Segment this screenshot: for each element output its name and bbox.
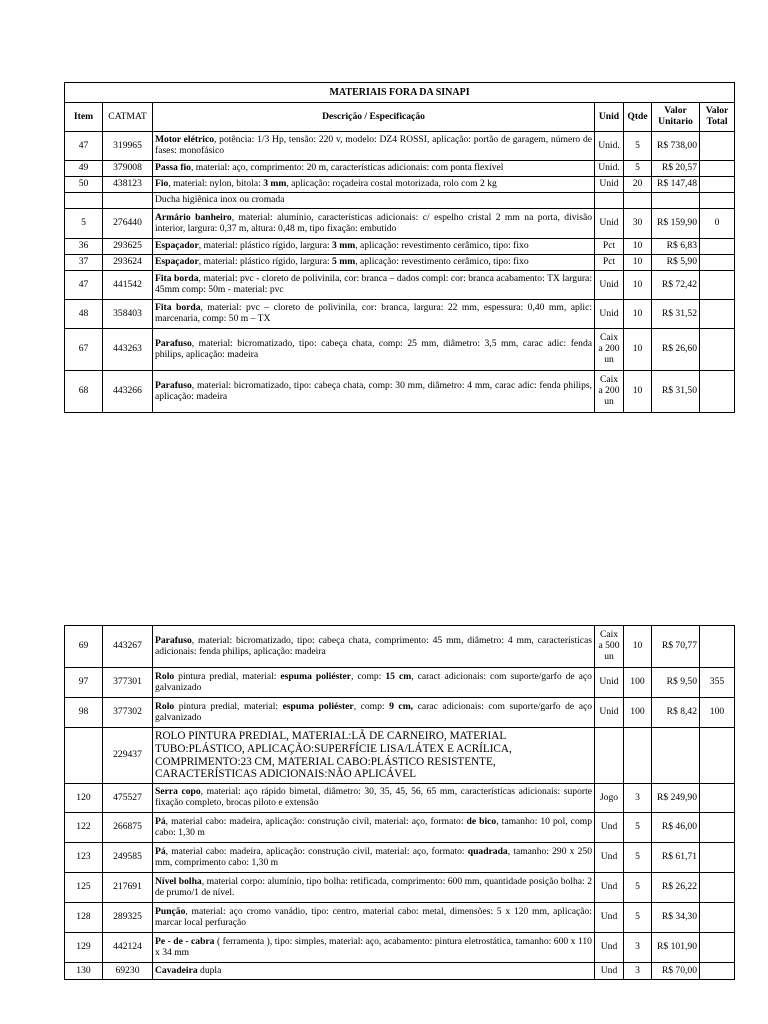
materials-table-page-1 bbox=[64, 82, 735, 413]
header-qtde: Qtde bbox=[624, 103, 652, 132]
item-spec: carac adicionais: com suporte/garfo de aço galvanizado bbox=[155, 700, 593, 723]
cell-valor-unitario: R$ 5,90 bbox=[652, 255, 700, 271]
cell-item: 69 bbox=[65, 626, 103, 668]
cell-valor-unitario: R$ 26,60 bbox=[652, 329, 700, 371]
cell-item: 129 bbox=[65, 933, 103, 963]
cell-valor-unitario: R$ 9,50 bbox=[652, 668, 700, 698]
cell-description bbox=[153, 271, 595, 300]
item-spec-bold: 5 mm bbox=[332, 256, 356, 268]
item-spec-bold: 3 mm bbox=[332, 240, 356, 252]
item-spec-bold: quadrada bbox=[467, 845, 508, 857]
cell-unid: Und bbox=[595, 963, 624, 980]
cell-valor-unitario: R$ 70,00 bbox=[652, 963, 700, 980]
item-spec: , material: pvc - cloreto de polivinila, cor: branca – dados compl: cor: branca acabamento: TX largura: 45mm comp: 50m - material: pvc bbox=[155, 273, 592, 295]
item-name: Parafuso bbox=[155, 337, 192, 349]
cell-description bbox=[153, 843, 595, 873]
cell-unid: Und bbox=[595, 933, 624, 963]
cell-item: 98 bbox=[65, 698, 103, 728]
cell-catmat: 266875 bbox=[103, 813, 153, 843]
table-row bbox=[65, 177, 735, 193]
item-spec: , aplicação: revestimento cerâmico, tipo: fixo bbox=[355, 256, 529, 268]
cell-catmat: 217691 bbox=[103, 873, 153, 903]
item-name: Fio bbox=[155, 178, 169, 190]
cell-item: 122 bbox=[65, 813, 103, 843]
cell-catmat bbox=[103, 193, 153, 209]
cell-unid: Unid bbox=[595, 177, 624, 193]
cell-unid: Unid bbox=[595, 271, 624, 300]
item-name: Pá bbox=[155, 845, 166, 857]
item-spec: , material: aço rápido bimetal, diâmetro: 30, 35, 45, 56, 65 mm, características adicionais: suporte fixação completo, brocas piloto e extensão bbox=[155, 786, 592, 808]
item-spec: , material cabo: madeira, aplicação: construção civil, material: aço, formato: bbox=[165, 845, 468, 857]
item-name: Pá bbox=[155, 815, 166, 827]
item-spec: , comp: bbox=[351, 670, 386, 682]
cell-qtde: 10 bbox=[624, 271, 652, 300]
cell-qtde: 10 bbox=[624, 255, 652, 271]
cell-valor-unitario: R$ 31,52 bbox=[652, 300, 700, 329]
table-row bbox=[65, 329, 735, 371]
table-row bbox=[65, 698, 735, 728]
item-spec-bold: espuma poliéster bbox=[280, 670, 352, 682]
item-spec-bold: de bico bbox=[466, 815, 497, 827]
table-row bbox=[65, 255, 735, 271]
cell-item: 125 bbox=[65, 873, 103, 903]
cell-item: 120 bbox=[65, 784, 103, 813]
item-spec-bold: espuma poliéster bbox=[282, 700, 354, 712]
cell-description bbox=[153, 963, 595, 980]
cell-qtde: 3 bbox=[624, 933, 652, 963]
cell-valor-total: 0 bbox=[700, 209, 735, 239]
item-spec-bold: 9 cm, bbox=[389, 700, 414, 712]
cell-qtde: 5 bbox=[624, 873, 652, 903]
table-row bbox=[65, 784, 735, 813]
cell-unid: Und bbox=[595, 843, 624, 873]
cell-unid: Unid bbox=[595, 209, 624, 239]
item-name: Fita borda bbox=[155, 273, 199, 285]
cell-unid: Unid bbox=[595, 668, 624, 698]
cell-valor-unitario: R$ 20,57 bbox=[652, 161, 700, 177]
item-spec: , material: alumínio, características adicionais: c/ espelho cristal 2 mm na porta, divisão interior, largura: 0,37 m, altura: 0,48 m, tipo fixação: embutido bbox=[155, 211, 593, 234]
item-name: Nível bolha bbox=[155, 875, 202, 887]
cell-valor-unitario: R$ 6,83 bbox=[652, 239, 700, 255]
cell-unid: Jogo bbox=[595, 784, 624, 813]
header-description: Descrição / Especificação bbox=[153, 103, 595, 132]
cell-qtde: 3 bbox=[624, 963, 652, 980]
materials-table-page-2 bbox=[64, 625, 735, 980]
item-name: Punção bbox=[155, 905, 186, 917]
cell-catmat: 293625 bbox=[103, 239, 153, 255]
item-spec: , material: aço cromo vanádio, tipo: centro, material cabo: metal, dimensões: 5 x 120 mm, aplicação: marcar local perfuração bbox=[155, 905, 592, 928]
header-valor-unitario: Valor Unitario bbox=[652, 103, 700, 132]
item-spec: , material: bicromatizado, tipo: cabeça chata, comp: 25 mm, diâmetro: 3,5 mm, carac adic: fenda philips, aplicação: madeira bbox=[155, 337, 592, 360]
cell-valor-total bbox=[700, 329, 735, 371]
cell-qtde: 100 bbox=[624, 668, 652, 698]
cell-catmat: 379008 bbox=[103, 161, 153, 177]
cell-valor-unitario: R$ 8,42 bbox=[652, 698, 700, 728]
cell-catmat: 293624 bbox=[103, 255, 153, 271]
cell-qtde: 5 bbox=[624, 843, 652, 873]
cell-catmat: 441542 bbox=[103, 271, 153, 300]
cell-item bbox=[65, 728, 103, 784]
cell-item: 97 bbox=[65, 668, 103, 698]
cell-item: 5 bbox=[65, 209, 103, 239]
item-spec: , material: plástico rígido, largura: bbox=[198, 240, 333, 252]
cell-catmat: 438123 bbox=[103, 177, 153, 193]
cell-unid: Und bbox=[595, 873, 624, 903]
item-name: Parafuso bbox=[155, 379, 192, 391]
cell-valor-total bbox=[700, 239, 735, 255]
table-title: MATERIAIS FORA DA SINAPI bbox=[65, 83, 735, 103]
cell-item: 130 bbox=[65, 963, 103, 980]
cell-qtde bbox=[624, 728, 652, 784]
cell-valor-unitario: R$ 72,42 bbox=[652, 271, 700, 300]
item-name: Rolo bbox=[155, 700, 175, 712]
cell-unid: Unid bbox=[595, 300, 624, 329]
cell-valor-unitario: R$ 70,77 bbox=[652, 626, 700, 668]
cell-description bbox=[153, 813, 595, 843]
cell-qtde: 10 bbox=[624, 329, 652, 371]
cell-valor-total bbox=[700, 255, 735, 271]
cell-valor-unitario: R$ 34,30 bbox=[652, 903, 700, 933]
cell-unid: Caix a 200 un bbox=[595, 371, 624, 413]
cell-catmat: 69230 bbox=[103, 963, 153, 980]
cell-catmat: 442124 bbox=[103, 933, 153, 963]
cell-description bbox=[153, 626, 595, 668]
cell-valor-unitario: R$ 249,90 bbox=[652, 784, 700, 813]
cell-qtde: 20 bbox=[624, 177, 652, 193]
header-catmat: CATMAT bbox=[103, 103, 153, 132]
cell-valor-total bbox=[700, 784, 735, 813]
cell-valor-total bbox=[700, 271, 735, 300]
cell-description bbox=[153, 933, 595, 963]
cell-valor-unitario: R$ 101,90 bbox=[652, 933, 700, 963]
table-row bbox=[65, 193, 735, 209]
item-name: Passa fio bbox=[155, 162, 191, 174]
item-spec: , material cabo: madeira, aplicação: construção civil, material: aço, formato: bbox=[165, 815, 467, 827]
item-spec: , material: bicromatizado, tipo: cabeça chata, comp: 30 mm, diâmetro: 4 mm, carac adic: fenda philips, aplicação: madeira bbox=[155, 379, 592, 402]
item-spec: dupla bbox=[197, 964, 222, 976]
cell-valor-unitario bbox=[652, 728, 700, 784]
cell-qtde: 5 bbox=[624, 813, 652, 843]
item-spec: , tamanho: 290 x 250 mm, comprimento cabo: 1,30 m bbox=[155, 845, 592, 868]
cell-description bbox=[153, 371, 595, 413]
header-unid: Unid bbox=[595, 103, 624, 132]
cell-description bbox=[153, 239, 595, 255]
item-spec: pintura predial, material: bbox=[174, 700, 283, 712]
cell-description bbox=[153, 161, 595, 177]
item-spec: , potência: 1/3 Hp, tensão: 220 v, modelo: DZ4 ROSSI, aplicação: portão de garagem, número de fases: monofásico bbox=[155, 134, 593, 156]
cell-valor-total bbox=[700, 963, 735, 980]
item-name: Fita borda bbox=[155, 302, 201, 314]
cell-valor-total bbox=[700, 903, 735, 933]
cell-valor-unitario: R$ 26,22 bbox=[652, 873, 700, 903]
item-name: Espaçador bbox=[155, 240, 199, 252]
cell-item: 37 bbox=[65, 255, 103, 271]
item-spec: , comp: bbox=[353, 700, 390, 712]
cell-unid: Unid. bbox=[595, 132, 624, 161]
table-row bbox=[65, 963, 735, 980]
cell-qtde: 5 bbox=[624, 132, 652, 161]
item-spec: , material: aço, comprimento: 20 m, características adicionais: com ponta flexível bbox=[190, 162, 504, 174]
table-row bbox=[65, 933, 735, 963]
cell-catmat: 443263 bbox=[103, 329, 153, 371]
cell-qtde: 5 bbox=[624, 903, 652, 933]
cell-qtde: 10 bbox=[624, 239, 652, 255]
cell-valor-total bbox=[700, 626, 735, 668]
item-name: Pe - de - cabra bbox=[155, 935, 215, 947]
cell-unid bbox=[595, 193, 624, 209]
cell-valor-total bbox=[700, 728, 735, 784]
cell-qtde bbox=[624, 193, 652, 209]
cell-catmat: 443266 bbox=[103, 371, 153, 413]
cell-unid: Pct bbox=[595, 255, 624, 271]
table-row bbox=[65, 271, 735, 300]
cell-valor-unitario: R$ 46,00 bbox=[652, 813, 700, 843]
cell-item: 49 bbox=[65, 161, 103, 177]
item-spec-bold: 3 mm bbox=[263, 178, 287, 190]
cell-catmat: 276440 bbox=[103, 209, 153, 239]
cell-valor-unitario: R$ 61,71 bbox=[652, 843, 700, 873]
table-row bbox=[65, 132, 735, 161]
item-name: Armário banheiro bbox=[155, 211, 232, 223]
cell-item: 68 bbox=[65, 371, 103, 413]
cell-description bbox=[153, 209, 595, 239]
item-name: Parafuso bbox=[155, 634, 192, 646]
cell-catmat: 289325 bbox=[103, 903, 153, 933]
cell-description: ROLO PINTURA PREDIAL, MATERIAL:LÃ DE CARNEIRO, MATERIAL TUBO:PLÁSTICO, APLICAÇÃO:SUPERFÍCIE LISA/LÁTEX E ACRÍLICA, COMPRIMENTO:23 CM, MATERIAL CABO:PLÁSTICO RESISTENTE, CARACTERÍSTICAS ADICIONAIS:NÃO APLICÁVEL bbox=[153, 728, 595, 784]
cell-qtde: 3 bbox=[624, 784, 652, 813]
cell-description bbox=[153, 300, 595, 329]
item-spec: , caract adicionais: com suporte/garfo de aço galvanizado bbox=[155, 670, 592, 693]
cell-valor-total bbox=[700, 843, 735, 873]
cell-catmat: 377302 bbox=[103, 698, 153, 728]
cell-valor-unitario: R$ 31,50 bbox=[652, 371, 700, 413]
cell-item: 123 bbox=[65, 843, 103, 873]
cell-valor-total bbox=[700, 193, 735, 209]
table-row bbox=[65, 668, 735, 698]
table-row bbox=[65, 300, 735, 329]
cell-description bbox=[153, 903, 595, 933]
cell-description bbox=[153, 132, 595, 161]
cell-qtde: 10 bbox=[624, 300, 652, 329]
item-spec: , material: plástico rígido, largura: bbox=[198, 256, 333, 268]
table-row bbox=[65, 239, 735, 255]
item-spec: , aplicação: roçadeira costal motorizada, rolo com 2 kg bbox=[286, 178, 497, 190]
cell-unid: Und bbox=[595, 903, 624, 933]
item-name: Espaçador bbox=[155, 256, 199, 268]
table-row bbox=[65, 843, 735, 873]
cell-valor-unitario: R$ 159,90 bbox=[652, 209, 700, 239]
table-row bbox=[65, 371, 735, 413]
cell-unid: Unid bbox=[595, 698, 624, 728]
cell-unid: Unid. bbox=[595, 161, 624, 177]
cell-item: 47 bbox=[65, 132, 103, 161]
item-name: Cavadeira bbox=[155, 964, 198, 976]
item-spec: ( ferramenta ), tipo: simples, material: aço, acabamento: pintura eletrostática, tamanho: 600 x 110 x 34 mm bbox=[155, 935, 592, 958]
cell-valor-unitario bbox=[652, 193, 700, 209]
cell-item: 48 bbox=[65, 300, 103, 329]
table-row bbox=[65, 728, 735, 784]
cell-catmat: 475527 bbox=[103, 784, 153, 813]
table-row bbox=[65, 161, 735, 177]
cell-item: 50 bbox=[65, 177, 103, 193]
table-row bbox=[65, 903, 735, 933]
cell-qtde: 10 bbox=[624, 626, 652, 668]
cell-description bbox=[153, 255, 595, 271]
cell-item: 67 bbox=[65, 329, 103, 371]
cell-unid: Caix a 500 un bbox=[595, 626, 624, 668]
item-spec: , tamanho: 10 pol, comp cabo: 1,30 m bbox=[155, 815, 592, 838]
table-row bbox=[65, 626, 735, 668]
cell-valor-unitario: R$ 147,48 bbox=[652, 177, 700, 193]
cell-description: Ducha higiênica inox ou cromada bbox=[153, 193, 595, 209]
cell-qtde: 10 bbox=[624, 371, 652, 413]
cell-catmat: 319965 bbox=[103, 132, 153, 161]
cell-unid: Und bbox=[595, 813, 624, 843]
cell-valor-total bbox=[700, 371, 735, 413]
cell-item bbox=[65, 193, 103, 209]
cell-description bbox=[153, 784, 595, 813]
table-header-row bbox=[65, 103, 735, 132]
cell-valor-total: 100 bbox=[700, 698, 735, 728]
cell-description bbox=[153, 668, 595, 698]
cell-valor-unitario: R$ 738,00 bbox=[652, 132, 700, 161]
item-spec: , material: pvc – cloreto de polivinila, cor: branca, largura: 22 mm, espessura: 0,40 mm, aplic: marcenaria, comp: 50 m – TX bbox=[155, 302, 592, 324]
cell-item: 36 bbox=[65, 239, 103, 255]
cell-item: 128 bbox=[65, 903, 103, 933]
cell-description bbox=[153, 329, 595, 371]
cell-catmat: 249585 bbox=[103, 843, 153, 873]
item-spec: , aplicação: revestimento cerâmico, tipo: fixo bbox=[355, 240, 529, 252]
table-row bbox=[65, 209, 735, 239]
cell-valor-total bbox=[700, 933, 735, 963]
cell-unid bbox=[595, 728, 624, 784]
cell-catmat: 443267 bbox=[103, 626, 153, 668]
header-item: Item bbox=[65, 103, 103, 132]
item-spec: , material: nylon, bitola: bbox=[168, 178, 264, 190]
cell-valor-total bbox=[700, 813, 735, 843]
item-spec: , material corpo: alumínio, tipo bolha: retificada, comprimento: 600 mm, quantidade posição bolha: 2 de prumo/1 de nível. bbox=[155, 875, 592, 898]
item-spec: pintura predial, material: bbox=[174, 670, 281, 682]
item-name: Rolo bbox=[155, 670, 175, 682]
cell-description bbox=[153, 698, 595, 728]
cell-valor-total bbox=[700, 300, 735, 329]
cell-catmat: 229437 bbox=[103, 728, 153, 784]
cell-unid: Pct bbox=[595, 239, 624, 255]
table-row bbox=[65, 813, 735, 843]
item-name: Motor elétrico bbox=[155, 134, 215, 146]
cell-valor-total bbox=[700, 177, 735, 193]
table-row bbox=[65, 873, 735, 903]
cell-valor-total bbox=[700, 873, 735, 903]
item-name: Serra copo bbox=[155, 786, 201, 798]
cell-unid: Caix a 200 un bbox=[595, 329, 624, 371]
cell-valor-total: 355 bbox=[700, 668, 735, 698]
cell-description bbox=[153, 873, 595, 903]
cell-qtde: 5 bbox=[624, 161, 652, 177]
cell-catmat: 377301 bbox=[103, 668, 153, 698]
cell-valor-total bbox=[700, 161, 735, 177]
cell-qtde: 100 bbox=[624, 698, 652, 728]
header-valor-total: Valor Total bbox=[700, 103, 735, 132]
cell-valor-total bbox=[700, 132, 735, 161]
cell-item: 47 bbox=[65, 271, 103, 300]
cell-description bbox=[153, 177, 595, 193]
item-spec-bold: 15 cm bbox=[385, 670, 412, 682]
cell-catmat: 358403 bbox=[103, 300, 153, 329]
cell-qtde: 30 bbox=[624, 209, 652, 239]
item-spec: , material: bicromatizado, tipo: cabeça chata, comprimento: 45 mm, diâmetro: 4 mm, características adicionais: fenda philips, aplicação: madeira bbox=[155, 634, 592, 657]
